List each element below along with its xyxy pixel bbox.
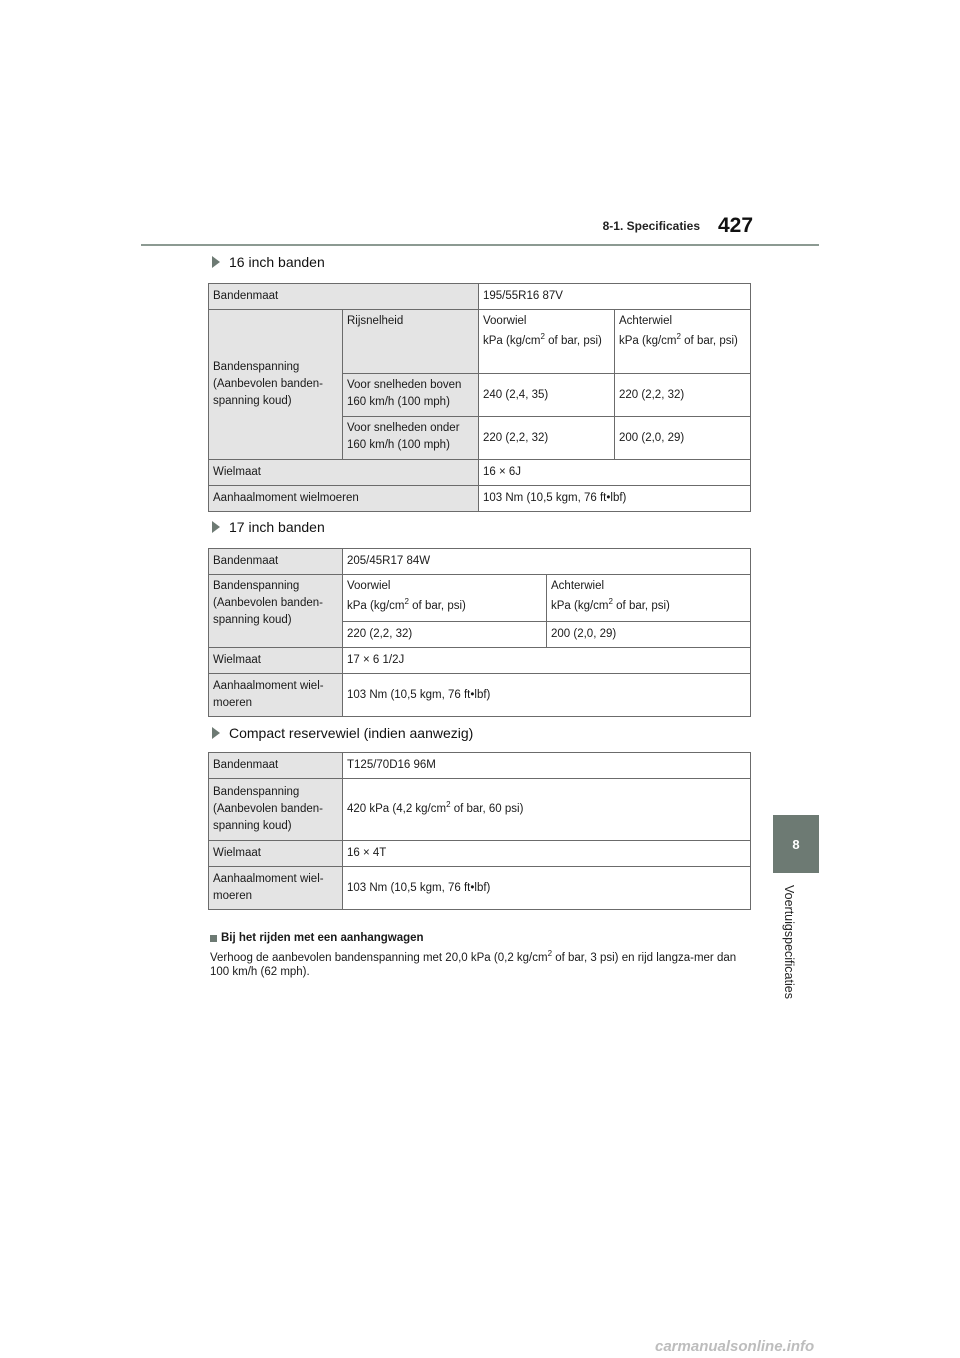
rear-header bbox=[547, 575, 751, 622]
speed-above-front: 240 (2,4, 35) bbox=[479, 374, 615, 417]
pressure-label: Bandenspanning (Aanbevolen banden-spanning koud) bbox=[209, 310, 343, 460]
heading-16-inch-label: 16 inch banden bbox=[229, 254, 325, 270]
front-header bbox=[343, 575, 547, 622]
spec-table-17-inch bbox=[208, 548, 751, 717]
speed-below-rear: 200 (2,0, 29) bbox=[615, 417, 751, 460]
rear-value: 200 (2,0, 29) bbox=[547, 622, 751, 648]
bandenmaat-value: T125/70D16 96M bbox=[343, 753, 751, 779]
heading-16-inch bbox=[212, 254, 325, 270]
rear-header bbox=[615, 310, 751, 374]
rear-title: Achterwiel bbox=[551, 580, 605, 592]
bandenmaat-label: Bandenmaat bbox=[209, 753, 343, 779]
wielmaat-label: Wielmaat bbox=[209, 460, 479, 486]
torque-label: Aanhaalmoment wielmoeren bbox=[209, 486, 479, 512]
speed-above-rear: 220 (2,2, 32) bbox=[615, 374, 751, 417]
table-row bbox=[209, 460, 751, 486]
table-row bbox=[209, 779, 751, 841]
pressure-label: Bandenspanning (Aanbevolen banden-spanning koud) bbox=[209, 779, 343, 841]
rear-unit: kPa ($kg/cm^2$ of bar, psi) bbox=[551, 597, 670, 612]
table-row bbox=[209, 486, 751, 512]
heading-17-inch-label: 17 inch banden bbox=[229, 519, 325, 535]
arrow-right-icon bbox=[212, 256, 220, 268]
torque-label: Aanhaalmoment wiel-moeren bbox=[209, 674, 343, 717]
section-title: 8-1. Specificaties bbox=[602, 219, 700, 233]
torque-value: 103 Nm (10,5 kgm, 76 ft•lbf) bbox=[343, 867, 751, 910]
page-number: 427 bbox=[718, 214, 754, 237]
torque-value: 103 Nm (10,5 kgm, 76 ft•lbf) bbox=[479, 486, 751, 512]
front-title: Voorwiel bbox=[347, 580, 391, 592]
table-row bbox=[209, 575, 751, 622]
watermark: carmanualsonline.info bbox=[655, 1338, 815, 1355]
front-title: Voorwiel bbox=[483, 315, 527, 327]
heading-compact-spare bbox=[212, 725, 473, 741]
bandenmaat-label: Bandenmaat bbox=[209, 284, 479, 310]
rear-unit: kPa ($kg/cm^2$ of bar, psi) bbox=[619, 332, 738, 347]
trailer-note-heading: Bij het rijden met een aanhangwagen bbox=[210, 931, 755, 945]
front-unit: kPa ($kg/cm^2$ of bar, psi) bbox=[347, 597, 466, 612]
table-row bbox=[209, 841, 751, 867]
wielmaat-label: Wielmaat bbox=[209, 648, 343, 674]
torque-label: Aanhaalmoment wiel-moeren bbox=[209, 867, 343, 910]
front-header bbox=[479, 310, 615, 374]
wielmaat-label: Wielmaat bbox=[209, 841, 343, 867]
chapter-label: Voertuigspecificaties bbox=[782, 885, 796, 999]
table-row bbox=[209, 648, 751, 674]
speed-below-label: Voor snelheden onder 160 km/h (100 mph) bbox=[343, 417, 479, 460]
speed-above-label: Voor snelheden boven 160 km/h (100 mph) bbox=[343, 374, 479, 417]
trailer-note-text: Verhoog de aanbevolen bandenspanning met 20,0 kPa (0,2 $kg/cm^2$ of bar, 3 psi) en rijd langza-mer dan 100 km/h (62 mph). bbox=[210, 949, 737, 978]
bandenmaat-value: 195/55R16 87V bbox=[479, 284, 751, 310]
table-row bbox=[209, 867, 751, 910]
table-row bbox=[209, 753, 751, 779]
speed-label: Rijsnelheid bbox=[343, 310, 479, 374]
rear-title: Achterwiel bbox=[619, 315, 673, 327]
bandenmaat-label: Bandenmaat bbox=[209, 549, 343, 575]
front-unit: kPa ($kg/cm^2$ of bar, psi) bbox=[483, 332, 602, 347]
table-row bbox=[209, 310, 751, 374]
pressure-label: Bandenspanning (Aanbevolen banden-spanning koud) bbox=[209, 575, 343, 648]
front-value: 220 (2,2, 32) bbox=[343, 622, 547, 648]
header-divider bbox=[141, 244, 819, 246]
heading-compact-spare-label: Compact reservewiel (indien aanwezig) bbox=[229, 725, 474, 741]
wielmaat-value: 16 × 4T bbox=[343, 841, 751, 867]
trailer-note bbox=[210, 931, 755, 979]
chapter-tab[interactable] bbox=[773, 815, 819, 873]
heading-17-inch bbox=[212, 519, 325, 535]
table-row bbox=[209, 549, 751, 575]
spec-table-16-inch bbox=[208, 283, 751, 512]
table-row bbox=[209, 674, 751, 717]
arrow-right-icon bbox=[212, 521, 220, 533]
chapter-number: 8 bbox=[792, 836, 800, 852]
wielmaat-value: 16 × 6J bbox=[479, 460, 751, 486]
spec-table-compact-spare bbox=[208, 752, 751, 910]
square-bullet-icon bbox=[210, 935, 217, 942]
pressure-value: 420 kPa (4,2 $kg/cm^2$ of bar, 60 psi) bbox=[343, 779, 751, 841]
wielmaat-value: 17 × 6 1/2J bbox=[343, 648, 751, 674]
torque-value: 103 Nm (10,5 kgm, 76 ft•lbf) bbox=[343, 674, 751, 717]
table-row bbox=[209, 284, 751, 310]
speed-below-front: 220 (2,2, 32) bbox=[479, 417, 615, 460]
bandenmaat-value: 205/45R17 84W bbox=[343, 549, 751, 575]
arrow-right-icon bbox=[212, 727, 220, 739]
